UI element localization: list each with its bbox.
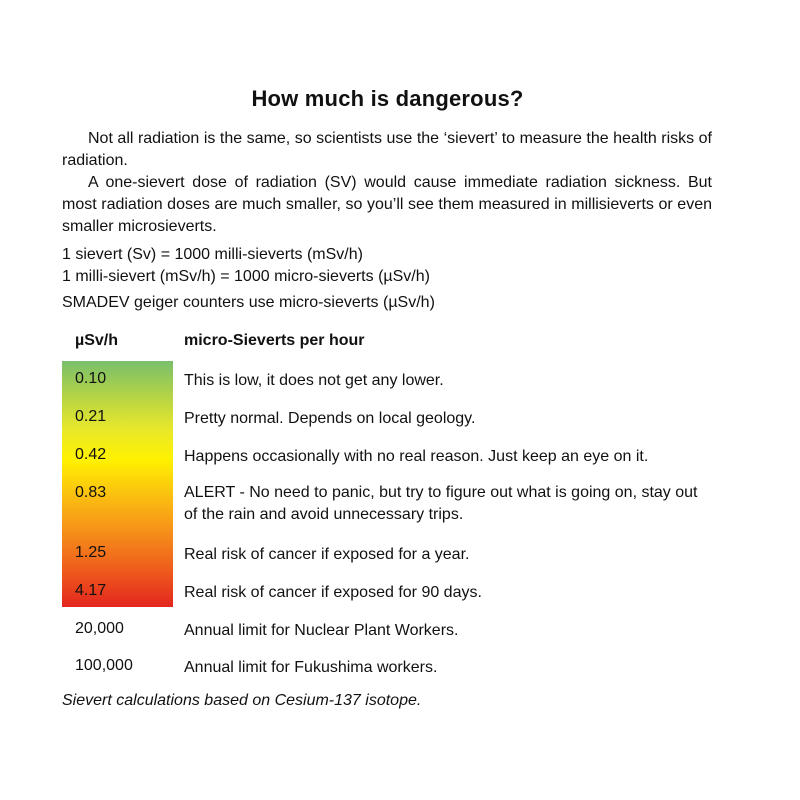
dose-description-5: Real risk of cancer if exposed for 90 days. [184,584,482,601]
smadev-note: SMADEV geiger counters use micro-sieverts (µSv/h) [62,294,435,311]
unit-conversions [62,244,430,288]
dose-value-0: 0.10 [75,370,107,387]
footnote: Sievert calculations based on Cesium-137 isotope. [62,692,422,709]
unit-conversion-sievert: 1 sievert (Sv) = 1000 milli-sieverts (mSv/h) [62,246,363,263]
dose-value-6: 20,000 [75,620,124,637]
intro-paragraph-2: A one-sievert dose of radiation (SV) would cause immediate radiation sickness. But most radiation doses are much smaller, so you’ll see them measured in millisieverts or even smaller microsieverts. [62,174,712,235]
dose-value-4: 1.25 [75,544,107,561]
dose-description-7: Annual limit for Fukushima workers. [184,659,438,676]
column-header-usv: µSv/h [75,332,119,349]
dose-value-5: 4.17 [75,582,107,599]
intro-paragraph-1: Not all radiation is the same, so scientists use the ‘sievert’ to measure the health risks of radiation. [62,130,712,169]
dose-description-3: ALERT - No need to panic, but try to figure out what is going on, stay out of the rain and avoid unnecessary trips. [184,484,698,523]
dose-value-7: 100,000 [75,657,133,674]
dose-description-6: Annual limit for Nuclear Plant Workers. [184,622,459,639]
dose-value-1: 0.21 [75,408,107,425]
intro-text [62,128,712,238]
dose-value-3: 0.83 [75,484,107,501]
dose-description-1: Pretty normal. Depends on local geology. [184,410,476,427]
page-title: How much is dangerous? [251,86,524,111]
dose-value-2: 0.42 [75,446,107,463]
column-header-description: micro-Sieverts per hour [184,332,365,349]
dose-description-4: Real risk of cancer if exposed for a year. [184,546,470,563]
unit-conversion-millisievert: 1 milli-sievert (mSv/h) = 1000 micro-sieverts (µSv/h) [62,268,430,285]
dose-description-2: Happens occasionally with no real reason. Just keep an eye on it. [184,448,649,465]
dose-description-0: This is low, it does not get any lower. [184,372,444,389]
